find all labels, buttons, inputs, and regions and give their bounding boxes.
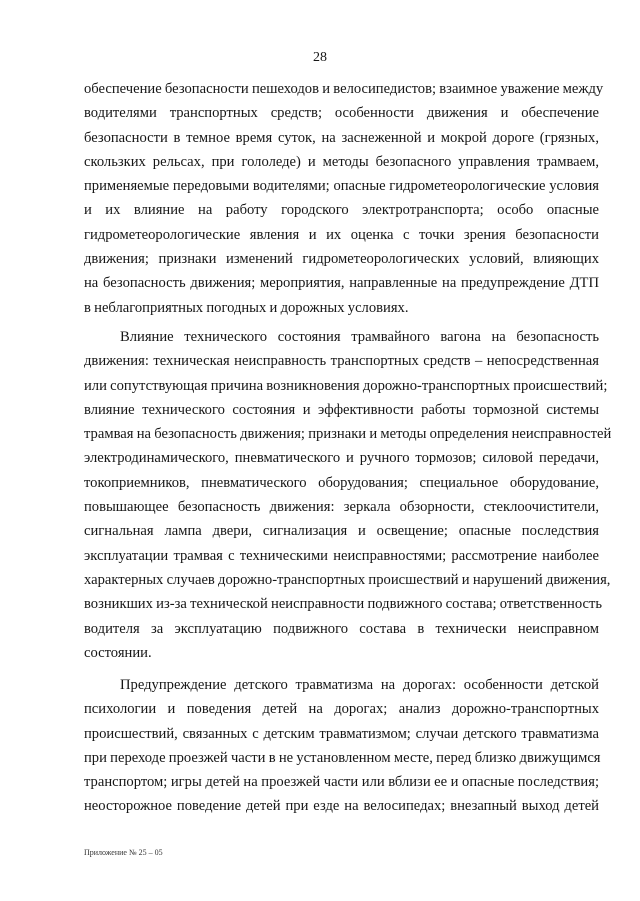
text-line: токоприемников, пневматического оборудования; специальное оборудование, xyxy=(84,474,599,491)
text-line: состоянии. xyxy=(84,644,152,661)
text-line: скользких рельсах, при гололеде) и методы безопасного управления трамваем, xyxy=(84,153,599,170)
text-line: повышающее безопасность движения: зеркала обзорности, стеклоочистители, xyxy=(84,499,599,516)
text-line: обеспечение безопасности пешеходов и велосипедистов; взаимное уважение между xyxy=(84,81,604,97)
text-line: в неблагоприятных погодных и дорожных условиях. xyxy=(84,299,409,316)
text-line: или сопутствующая причина возникновения дорожно-транспортных происшествий; xyxy=(84,377,608,394)
text-line: Предупреждение детского травматизма на дорогах: особенности детской xyxy=(120,677,599,693)
text-line: водителями транспортных средств; особенности движения и обеспечение xyxy=(84,105,599,122)
paragraph-2 xyxy=(84,325,612,665)
text-line: на безопасность движения; мероприятия, направленные на предупреждение ДТП xyxy=(84,275,599,292)
text-line: характерных случаев дорожно-транспортных происшествий и нарушений движения, xyxy=(84,571,611,588)
text-line: при переходе проезжей части в не установленном месте, перед близко движущимся xyxy=(84,749,601,766)
text-line: применяемые передовыми водителями; опасные гидрометеорологические условия xyxy=(84,178,599,195)
text-line: движения; признаки изменений гидрометеорологических условий, влияющих xyxy=(84,251,599,268)
text-line: эксплуатации трамвая с техническими неисправностями; рассмотрение наиболее xyxy=(84,547,599,564)
text-line: трамвая на безопасность движения; признаки и методы определения неисправностей xyxy=(84,426,612,443)
text-line: водителя за эксплуатацию подвижного состава в технически неисправном xyxy=(84,620,599,637)
footer-note: Приложение № 25 – 05 xyxy=(84,848,163,857)
paragraph-1 xyxy=(84,77,604,320)
text-line: происшествий, связанных с детским травматизмом; случаи детского травматизма xyxy=(84,725,599,742)
text-line: и их влияние на работу городского электротранспорта; особо опасные xyxy=(84,202,599,219)
text-line: сигнальная лампа двери, сигнализация и освещение; опасные последствия xyxy=(84,523,599,540)
text-line: электродинамического, пневматического и ручного тормозов; силовой передачи, xyxy=(84,450,599,467)
text-line: движения: техническая неисправность транспортных средств – непосредственная xyxy=(84,353,599,370)
text-line: гидрометеорологические явления и их оценка с точки зрения безопасности xyxy=(84,226,599,243)
text-line: возникших из-за технической неисправности подвижного состава; ответственность xyxy=(84,596,603,613)
text-line: безопасности в темное время суток, на заснеженной и мокрой дороге (грязных, xyxy=(84,129,599,146)
paragraph-3 xyxy=(84,673,599,819)
page-number: 28 xyxy=(313,50,327,65)
text-line: влияние технического состояния и эффективности работы тормозной системы xyxy=(84,401,599,418)
text-line: транспортом; игры детей на проезжей части или вблизи ее и опасные последствия; xyxy=(84,774,599,791)
text-line: Влияние технического состояния трамвайного вагона на безопасность xyxy=(120,329,599,345)
text-line: психологии и поведения детей на дорогах; анализ дорожно-транспортных xyxy=(84,701,599,718)
text-line: неосторожное поведение детей при езде на велосипедах; внезапный выход детей xyxy=(84,798,599,815)
